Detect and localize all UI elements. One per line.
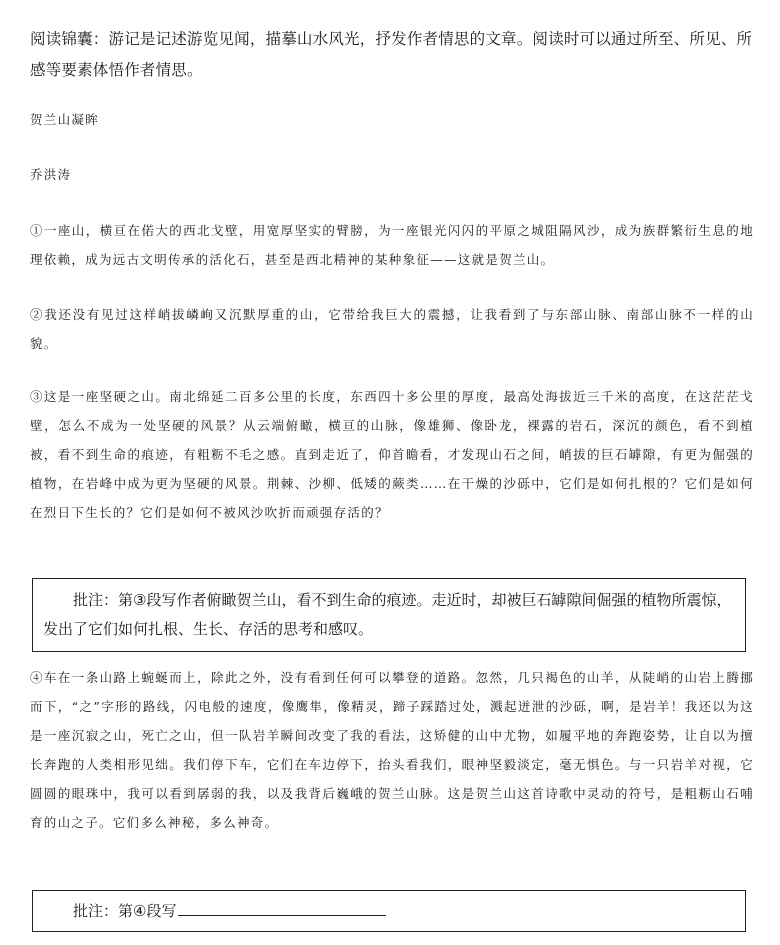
paragraph-3: ③这是一座坚硬之山。南北绵延二百多公里的长度，东西四十多公里的厚度，最高处海拔近三千米的高度，在这茫茫戈壁，怎么不成为一处坚硬的风景？从云端俯瞰，横亘的山脉，像雄狮、像卧龙，裸露的岩石，深沉的颜色，看不到植被，看不到生命的痕迹，有粗粝不毛之感。直到走近了，仰首瞻看，才发现山石之间，峭拔的巨石罅隙，有更为倔强的植物，在岩峰中成为更为坚硬的风景。荆棘、沙柳、低矮的蕨类……在干燥的沙砾中，它们是如何扎根的？它们是如何在烈日下生长的？它们是如何不被风沙吹折而顽强存活的？	[30, 389, 754, 520]
article-title: 贺兰山凝眸	[30, 112, 100, 127]
reading-tip	[30, 24, 754, 86]
annotation-box-1	[32, 578, 746, 652]
reading-tip-label: 阅读锦囊：	[30, 30, 109, 48]
annotation-1-text: 批注：第③段写作者俯瞰贺兰山，看不到生命的痕迹。走近时，却被巨石罅隙间倔强的植物所震惊，发出了它们如何扎根、生长、存活的思考和感叹。	[43, 591, 732, 638]
article-author: 乔洪涛	[30, 167, 72, 182]
annotation-box-2	[32, 890, 746, 932]
annotation-2-prefix: 批注：第④段写	[73, 902, 177, 920]
answer-blank-line[interactable]	[178, 898, 386, 916]
paragraph-2: ②我还没有见过这样峭拔嶙峋又沉默厚重的山，它带给我巨大的震撼，让我看到了与东部山脉、南部山脉不一样的山貌。	[30, 307, 754, 351]
reading-tip-text: 游记是记述游览见闻，描摹山水风光，抒发作者情思的文章。阅读时可以通过所至、所见、所感等要素体悟作者情思。	[30, 30, 753, 79]
paragraph-4: ④车在一条山路上蜿蜒而上，除此之外，没有看到任何可以攀登的道路。忽然，几只褐色的山羊，从陡峭的山岩上腾挪而下，“之”字形的路线，闪电般的速度，像鹰隼，像精灵，蹄子踩踏过处，溅起迸泄的沙砾，啊，是岩羊！我还以为这是一座沉寂之山，死亡之山，但一队岩羊瞬间改变了我的看法，这矫健的山中尤物，如履平地的奔跑姿势，让自以为擅长奔跑的人类相形见绌。我们停下车，它们在车边停下，抬头看我们，眼神坚毅淡定，毫无惧色。与一只岩羊对视，它圆圆的眼珠中，我可以看到孱弱的我，以及我背后巍峨的贺兰山脉。这是贺兰山这首诗歌中灵动的符号，是粗粝山石哺育的山之子。它们多么神秘，多么神奇。	[30, 670, 754, 830]
paragraph-1: ①一座山，横亘在偌大的西北戈壁，用宽厚坚实的臂膀，为一座银光闪闪的平原之城阻隔风沙，成为族群繁衍生息的地理依赖，成为远古文明传承的活化石，甚至是西北精神的某种象征——这就是贺兰山。	[30, 223, 754, 267]
